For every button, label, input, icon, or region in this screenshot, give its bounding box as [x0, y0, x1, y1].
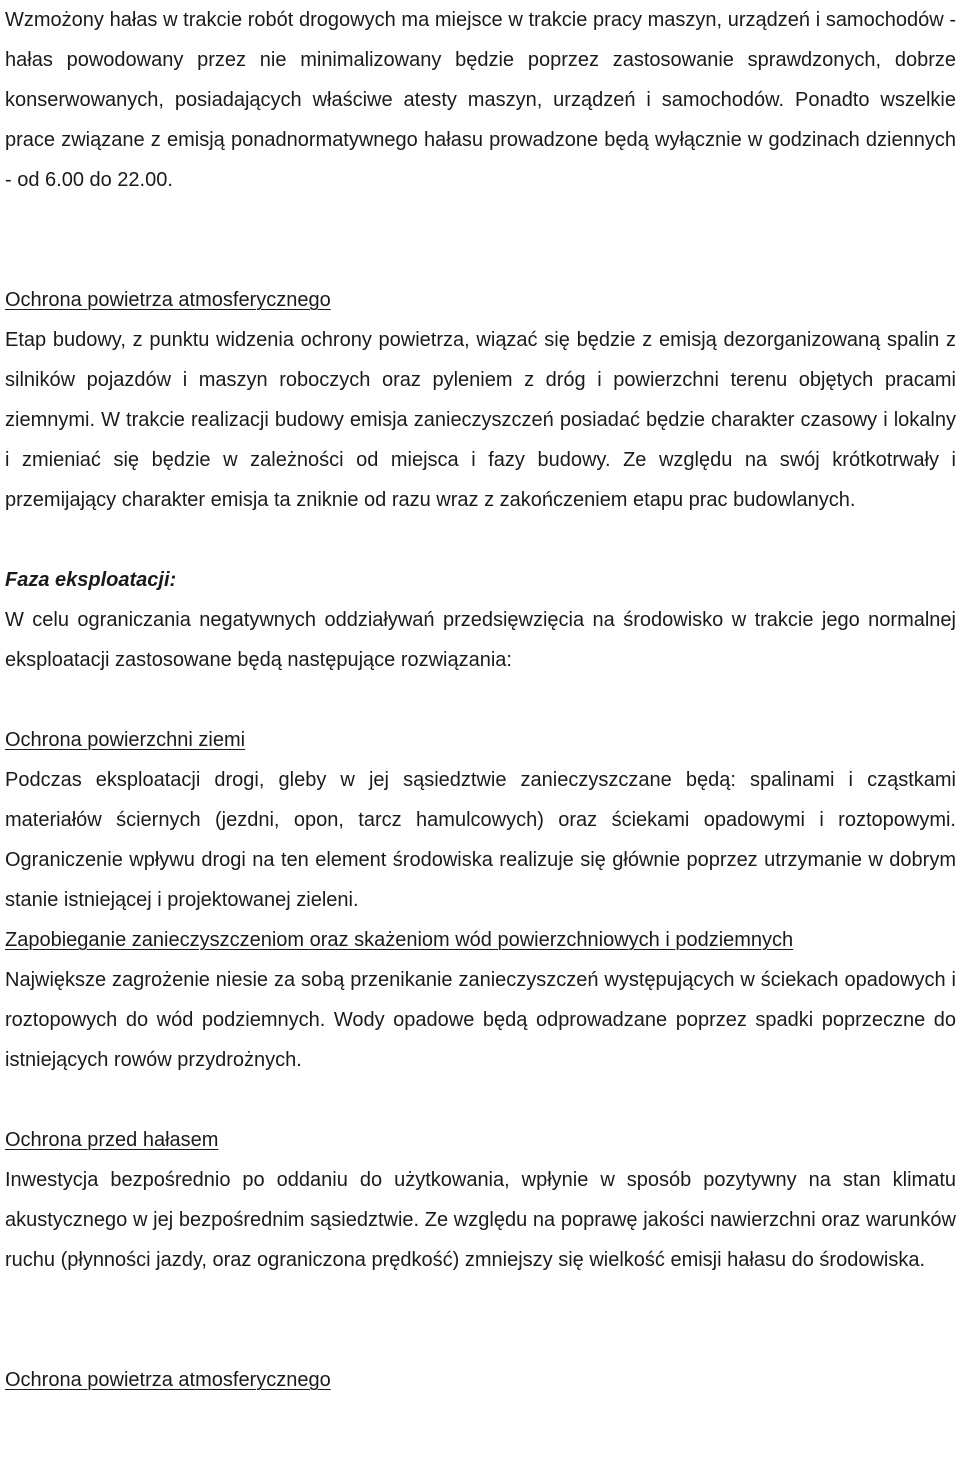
paragraph-water: Największe zagrożenie niesie za sobą przenikanie zanieczyszczeń występujących w ściekach opadowych i roztopowych do wód podziemnych. Wody opadowe będą odprowadzane poprzez spadki poprzeczne do istniejących rowów przydrożnych.: [5, 969, 956, 1071]
document-page: [5, 0, 956, 1400]
heading-noise-protection: Ochrona przed hałasem: [5, 1129, 219, 1151]
spacer: [5, 1280, 956, 1360]
paragraph-noise-exploitation: Inwestycja bezpośrednio po oddaniu do użytkowania, wpłynie w sposób pozytywny na stan klimatu akustycznego w jej bezpośrednim sąsiedztwie. Ze względu na poprawę jakości nawierzchni oraz warunków ruchu (płynności jazdy, oraz ograniczona prędkość) zmniejszy się wielkość emisji hałasu do środowiska.: [5, 1169, 956, 1271]
heading-water-protection: Zapobieganie zanieczyszczeniom oraz skażeniom wód powierzchniowych i podziemnych: [5, 929, 794, 951]
heading-air-protection-2: Ochrona powietrza atmosferycznego: [5, 1369, 331, 1391]
spacer: [5, 680, 956, 720]
spacer: [5, 1080, 956, 1120]
paragraph-soil: Podczas eksploatacji drogi, gleby w jej sąsiedztwie zanieczyszczane będą: spalinami i cząstkami materiałów ściernych (jezdni, opon, tarcz hamulcowych) oraz ściekami opadowymi i roztopowymi. Ograniczenie wpływu drogi na ten element środowiska realizuje się głównie poprzez utrzymanie w dobrym stanie istniejącej i projektowanej zieleni.: [5, 769, 956, 911]
heading-soil-protection: Ochrona powierzchni ziemi: [5, 729, 246, 751]
paragraph-noise-construction: Wzmożony hałas w trakcie robót drogowych ma miejsce w trakcie pracy maszyn, urządzeń i samochodów - hałas powodowany przez nie minimalizowany będzie poprzez zastosowanie sprawdzonych, dobrze konserwowanych, posiadających właściwe atesty maszyn, urządzeń i samochodów. Ponadto wszelkie prace związane z emisją ponadnormatywnego hałasu prowadzone będą wyłącznie w godzinach dziennych - od 6.00 do 22.00.: [5, 9, 956, 191]
heading-air-protection: Ochrona powietrza atmosferycznego: [5, 289, 331, 311]
spacer: [5, 200, 956, 280]
heading-exploitation-phase: Faza eksploatacji:: [5, 569, 177, 591]
paragraph-air-construction: Etap budowy, z punktu widzenia ochrony powietrza, wiązać się będzie z emisją dezorganizowaną spalin z silników pojazdów i maszyn roboczych oraz pyleniem z dróg i powierzchni terenu objętych pracami ziemnymi. W trakcie realizacji budowy emisja zanieczyszczeń posiadać będzie charakter czasowy i lokalny i zmieniać się będzie w zależności od miejsca i fazy budowy. Ze względu na swój krótkotrwały i przemijający charakter emisja ta zniknie od razu wraz z zakończeniem etapu prac budowlanych.: [5, 329, 956, 511]
paragraph-exploitation: W celu ograniczania negatywnych oddziaływań przedsięwzięcia na środowisko w trakcie jego normalnej eksploatacji zastosowane będą następujące rozwiązania:: [5, 609, 956, 671]
spacer: [5, 520, 956, 560]
